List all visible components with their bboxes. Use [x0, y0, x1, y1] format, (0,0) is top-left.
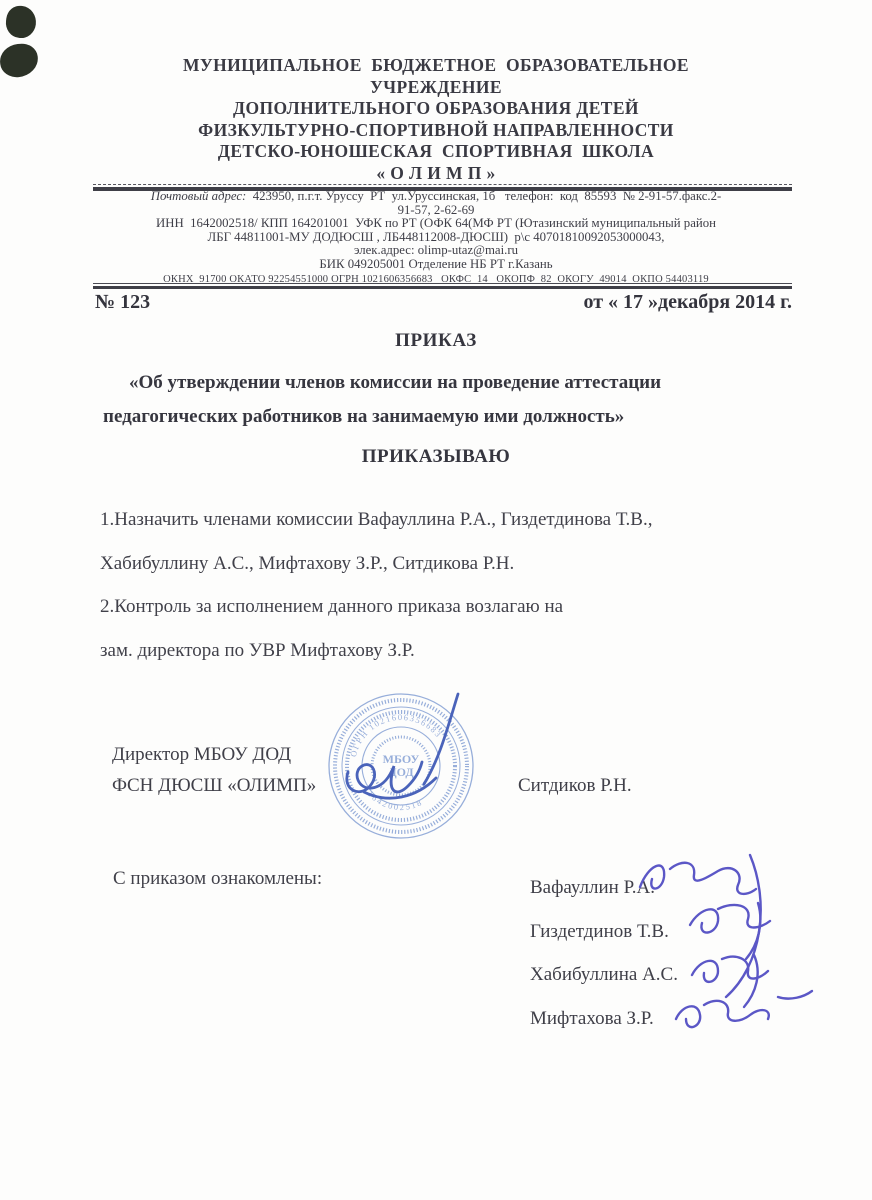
org-name-line: ДЕТСКО-ЮНОШЕСКАЯ СПОРТИВНАЯ ШКОЛА	[217, 141, 655, 161]
inn-kpp-line: ИНН 1642002518/ КПП 164201001 УФК по РТ (ОФК 64(МФ РТ (Ютазинский муниципальный район	[156, 216, 716, 231]
order-subject	[103, 366, 663, 434]
org-short-name: « О Л И М П »	[376, 162, 496, 183]
order-date: от « 17 »декабря 2014 г.	[583, 291, 792, 313]
org-name-line: МУНИЦИПАЛЬНОЕ БЮДЖЕТНОЕ ОБРАЗОВАТЕЛЬНОЕ	[183, 55, 689, 75]
phone-continuation-line: 91-57, 2-62-69	[397, 202, 475, 217]
order-number: № 123	[95, 291, 151, 313]
account-line: ЛБГ 44811001-МУ ДОДЮСШ , ЛБ448112008-ДЮСШ) р\с 40701810092053000043,	[207, 229, 665, 244]
order-title: ПРИКАЗ	[395, 330, 477, 351]
round-stamp-icon	[326, 691, 476, 841]
stamp-center-text: МБОУ	[382, 752, 420, 766]
acknowledged-name: Гиздетдинов Т.В.	[530, 920, 669, 942]
body-line: зам. директора по УВР Мифтахову З.Р.	[100, 639, 415, 661]
postal-address-value: 423950, п.г.т. Уруссу РТ ул.Уруссинская, 1б телефон: код 85593 № 2-91-57.факс.2-	[246, 189, 722, 203]
org-name-line: ДОПОЛНИТЕЛЬНОГО ОБРАЗОВАНИЯ ДЕТЕЙ	[233, 98, 639, 118]
stamp-center-text: ДОД	[388, 765, 414, 779]
email-line: элек.адрес: olimp-utaz@mai.ru	[353, 243, 519, 258]
director-name: Ситдиков Р.Н.	[518, 775, 632, 796]
body-line: Хабибуллину А.С., Мифтахову З.Р., Ситдикова Р.Н.	[100, 552, 515, 574]
acknowledged-name: Мифтахова З.Р.	[530, 1007, 654, 1029]
org-name-line: ФИЗКУЛЬТУРНО-СПОРТИВНОЙ НАПРАВЛЕННОСТИ	[198, 119, 674, 140]
bik-line: БИК 049205001 Отделение НБ РТ г.Казань	[319, 256, 553, 271]
stamp-arc-bottom-text: 1642002518	[365, 788, 425, 813]
order-body	[100, 498, 780, 672]
subject-line: «Об утверждении членов комиссии на проведение аттестации	[129, 372, 662, 393]
postal-address-label: Почтовый адрес:	[150, 189, 247, 203]
acknowledged-name: Хабибуллина А.С.	[530, 964, 678, 985]
scan-artifact-bottom	[0, 42, 40, 79]
contact-block	[86, 190, 786, 285]
svg-text:1642002518	[366, 789, 425, 812]
acknowledgment-label: С приказом ознакомлены:	[113, 868, 323, 889]
acknowledgment-names	[530, 866, 678, 1040]
acknowledged-name: Вафауллин Р.А.	[530, 877, 656, 898]
resolution-word: ПРИКАЗЫВАЮ	[361, 446, 511, 467]
org-letterhead	[86, 55, 786, 184]
director-position-line: Директор МБОУ ДОД	[112, 744, 292, 765]
org-name-line: УЧРЕЖДЕНИЕ	[370, 76, 502, 97]
director-position-line: ФСН ДЮСШ «ОЛИМП»	[112, 775, 317, 796]
statistic-codes-line: ОКНХ 91700 ОКАТО 92254551000 ОГРН 1021606356683 ОКФС 14 ОКОПФ 82 ОКОГУ 49014 ОКПО 54403119	[163, 273, 709, 285]
subject-line: педагогических работников на занимаемую ими должность»	[103, 406, 625, 427]
scan-artifact-top	[4, 4, 38, 39]
horizontal-rule	[93, 283, 792, 289]
body-line: 2.Контроль за исполнением данного приказа возлагаю на	[100, 596, 564, 617]
body-line: 1.Назначить членами комиссии Вафауллина Р.А., Гиздетдинова Т.В.,	[100, 509, 653, 530]
stamp-arc-text: ОГРН 1021606356683	[347, 711, 445, 758]
postal-address-line	[86, 190, 786, 204]
